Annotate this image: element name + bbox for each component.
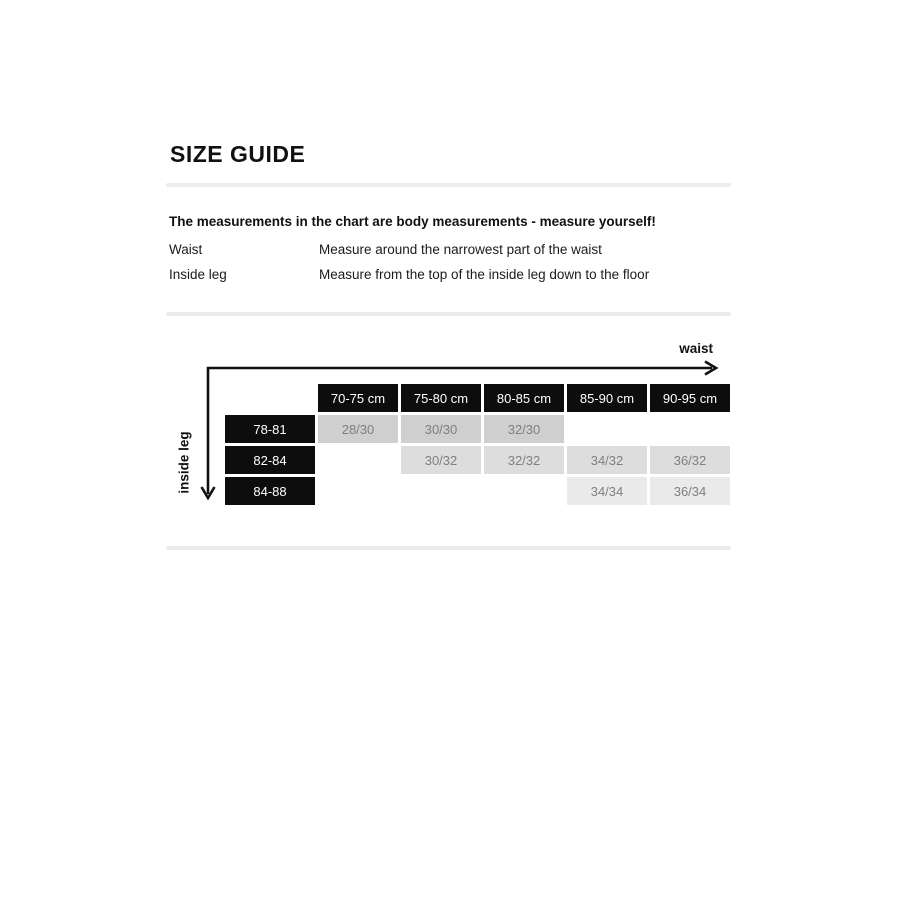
definition-row xyxy=(169,267,731,282)
inside-leg-axis-label: inside leg xyxy=(176,431,192,494)
waist-axis-label: waist xyxy=(679,341,713,356)
size-cell: 34/34 xyxy=(567,477,647,505)
row-header: 82-84 xyxy=(225,446,315,474)
definition-term: Inside leg xyxy=(169,267,227,282)
size-guide-section xyxy=(166,0,731,550)
definition-description: Measure around the narrowest part of the waist xyxy=(319,242,602,257)
column-header: 75-80 cm xyxy=(401,384,481,412)
size-cell-empty xyxy=(484,477,564,505)
size-cell: 36/34 xyxy=(650,477,730,505)
column-header: 70-75 cm xyxy=(318,384,398,412)
row-header: 78-81 xyxy=(225,415,315,443)
size-grid xyxy=(225,384,730,505)
size-chart xyxy=(166,316,731,546)
definition-row xyxy=(169,242,731,257)
row-header: 84-88 xyxy=(225,477,315,505)
definition-term: Waist xyxy=(169,242,203,257)
size-cell-empty xyxy=(318,446,398,474)
size-cell-empty xyxy=(650,415,730,443)
divider xyxy=(166,546,731,550)
size-cell: 32/32 xyxy=(484,446,564,474)
size-cell-empty xyxy=(318,477,398,505)
column-header: 85-90 cm xyxy=(567,384,647,412)
size-cell: 32/30 xyxy=(484,415,564,443)
size-cell: 36/32 xyxy=(650,446,730,474)
size-cell: 28/30 xyxy=(318,415,398,443)
column-header: 80-85 cm xyxy=(484,384,564,412)
size-cell: 30/30 xyxy=(401,415,481,443)
size-cell: 34/32 xyxy=(567,446,647,474)
size-cell-empty xyxy=(401,477,481,505)
size-cell: 30/32 xyxy=(401,446,481,474)
definition-description: Measure from the top of the inside leg down to the floor xyxy=(319,267,650,282)
intro-heading: The measurements in the chart are body measurements - measure yourself! xyxy=(169,214,656,229)
divider xyxy=(166,183,731,187)
size-cell-empty xyxy=(567,415,647,443)
page-title: SIZE GUIDE xyxy=(170,141,306,167)
grid-corner xyxy=(225,384,315,412)
column-header: 90-95 cm xyxy=(650,384,730,412)
